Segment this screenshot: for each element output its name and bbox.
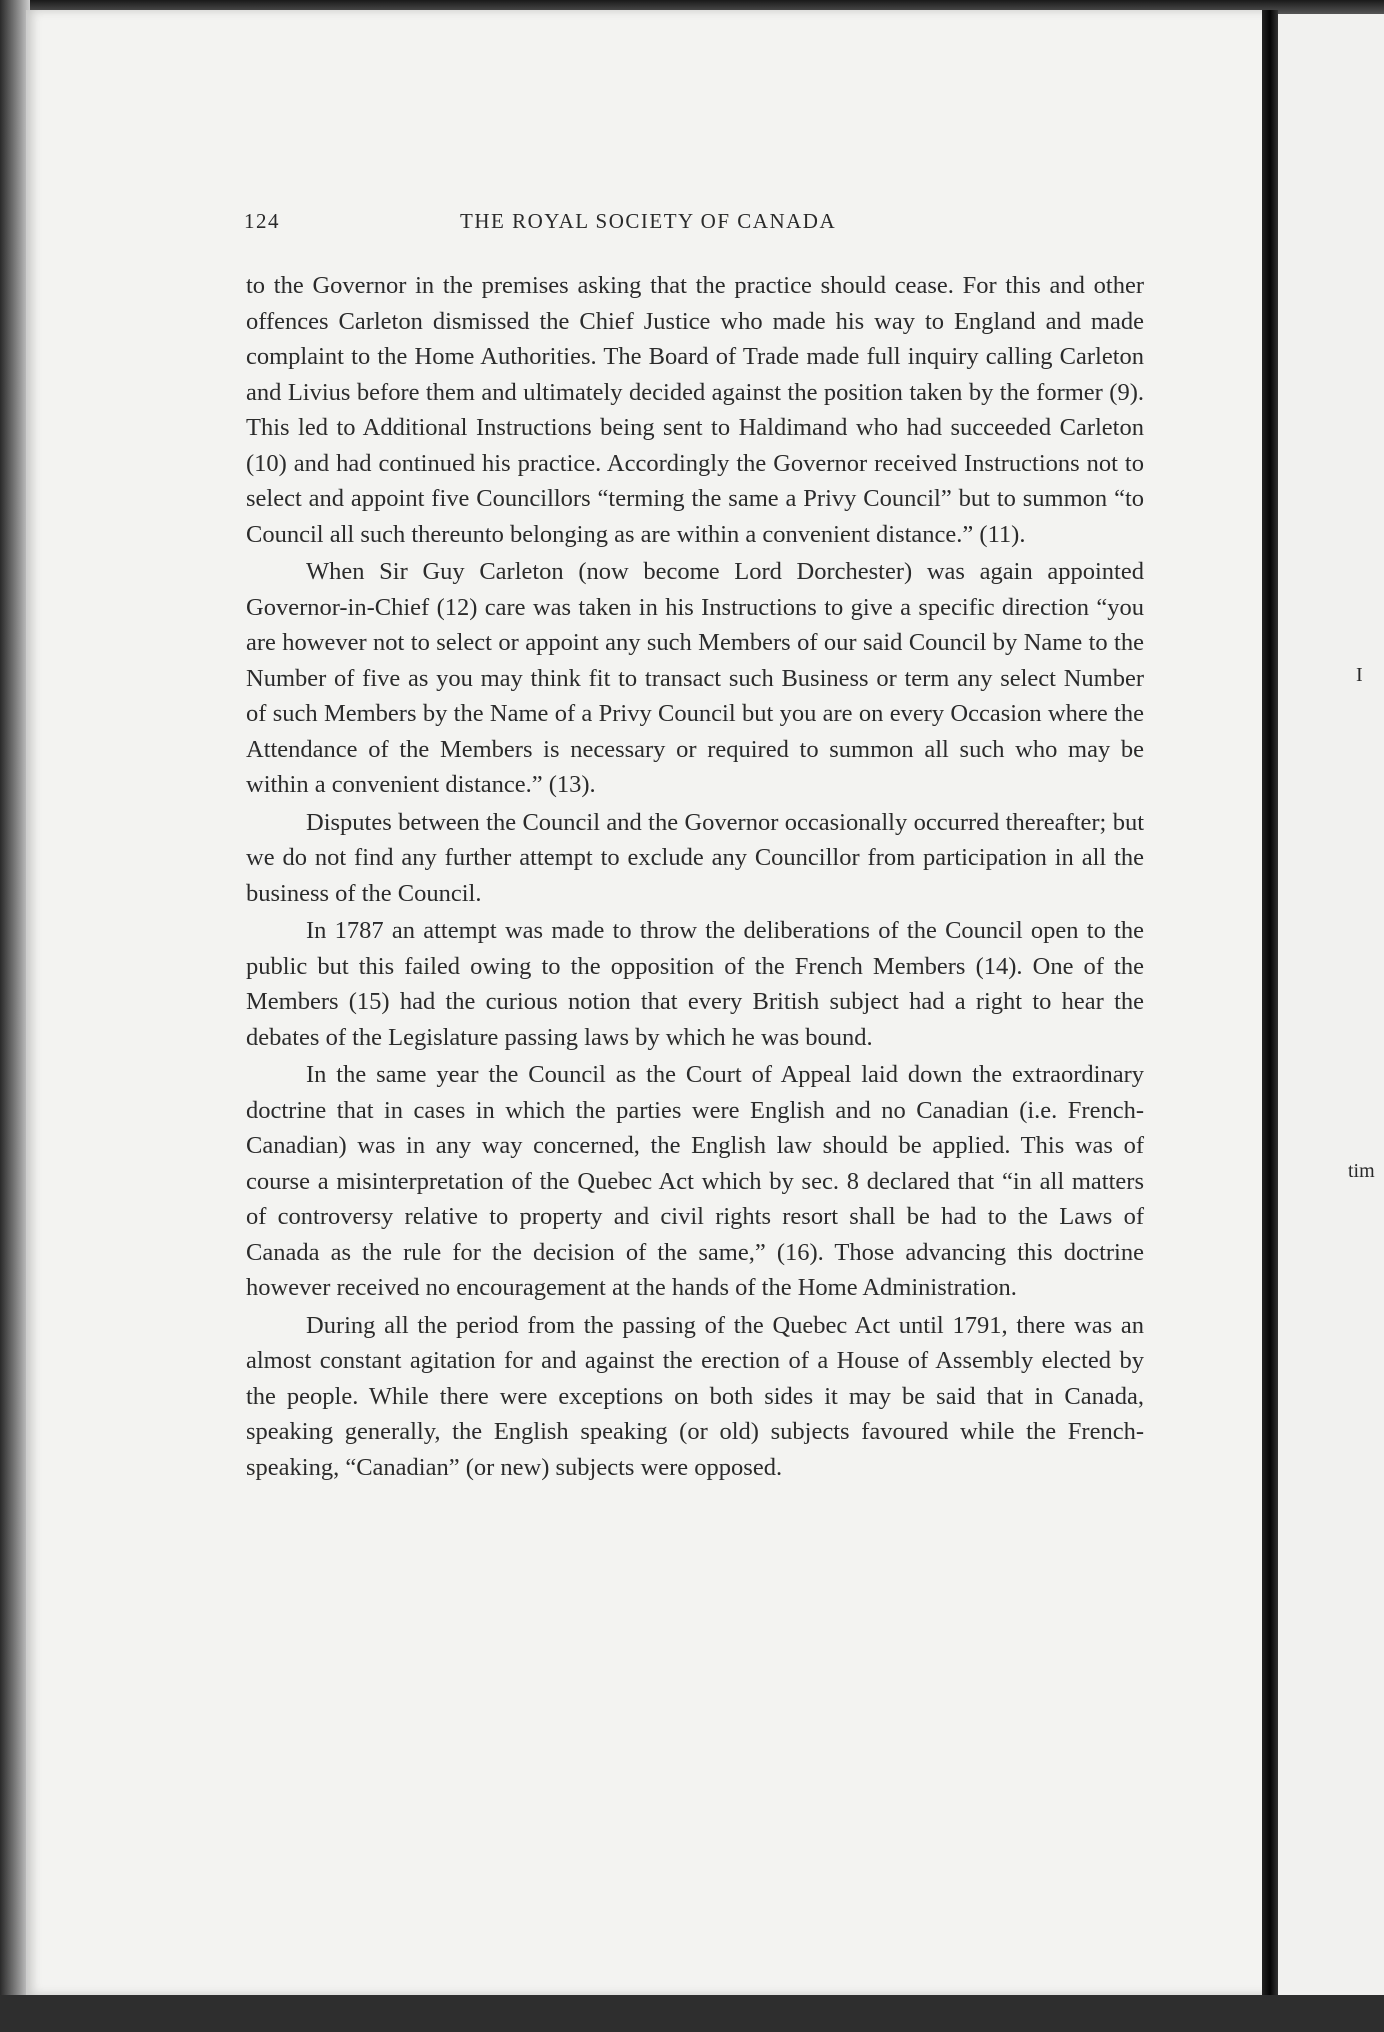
book-gutter — [1262, 10, 1278, 2020]
running-title: THE ROYAL SOCIETY OF CANADA — [460, 209, 837, 233]
adjacent-page-fragment: I — [1356, 664, 1363, 686]
paragraph: to the Governor in the premises asking that the practice should cease. For this and other offences Carleton dismissed the Chief Justice who made his way to England and made complaint to the Home Authorities. The Board of Trade made full inquiry calling Carleton and Livius before them and ultimately decided against the position taken by the former (9). This led to Additional Instructions being sent to Haldimand who had succeeded Carleton (10) and had continued his practice. Accordingly the Governor received Instructions not to select and appoint five Councillors “terming the same a Privy Council” but to summon “to Council all such thereunto belonging as are within a convenient distance.” (11). — [246, 272, 1144, 548]
paragraph: In the same year the Council as the Court of Appeal laid down the extraordinary doctrine that in cases in which the parties were English and no Canadian (i.e. French-Canadian) was in any way concerned, the English law should be applied. This was of course a misinterpretation of the Quebec Act which by sec. 8 declared that “in all matters of controversy relative to property and civil rights resort shall be had to the Laws of Canada as the rule for the decision of the same,” (16). Those advancing this doctrine however received no encouragement at the hands of the Home Administration. — [246, 1061, 1144, 1301]
page-number: 124 — [244, 209, 280, 233]
body-text — [246, 268, 1144, 1487]
paragraph: During all the period from the passing of the Quebec Act until 1791, there was an almost constant agitation for and against the erection of a House of Assembly elected by the people. While there were exceptions on both sides it may be said that in Canada, speaking generally, the English speaking (or old) subjects favoured while the French-speaking, “Canadian” (or new) subjects were opposed. — [246, 1311, 1144, 1481]
scan-border-bottom — [0, 1995, 1384, 2032]
paragraph: When Sir Guy Carleton (now become Lord Dorchester) was again appointed Governor-in-Chief (12) care was taken in his Instructions to give a specific direction “you are however not to select or appoint any such Members of our said Council by Name to the Number of five as you may think fit to transact such Business or term any select Number of such Members by the Name of a Privy Council but you are on every Occasion where the Attendance of the Members is necessary or required to summon all such who may be within a convenient distance.” (13). — [246, 558, 1144, 798]
adjacent-page-fragment: tim — [1348, 1160, 1375, 1182]
paragraph: Disputes between the Council and the Governor occasionally occurred thereafter; but we do not find any further attempt to exclude any Councillor from participation in all the business of the Council. — [246, 808, 1144, 907]
paragraph: In 1787 an attempt was made to throw the deliberations of the Council open to the public but this failed owing to the opposition of the French Members (14). One of the Members (15) had the curious notion that every British subject had a right to hear the debates of the Legislature passing laws by which he was bound. — [246, 917, 1144, 1051]
adjacent-page — [1278, 14, 1384, 2014]
